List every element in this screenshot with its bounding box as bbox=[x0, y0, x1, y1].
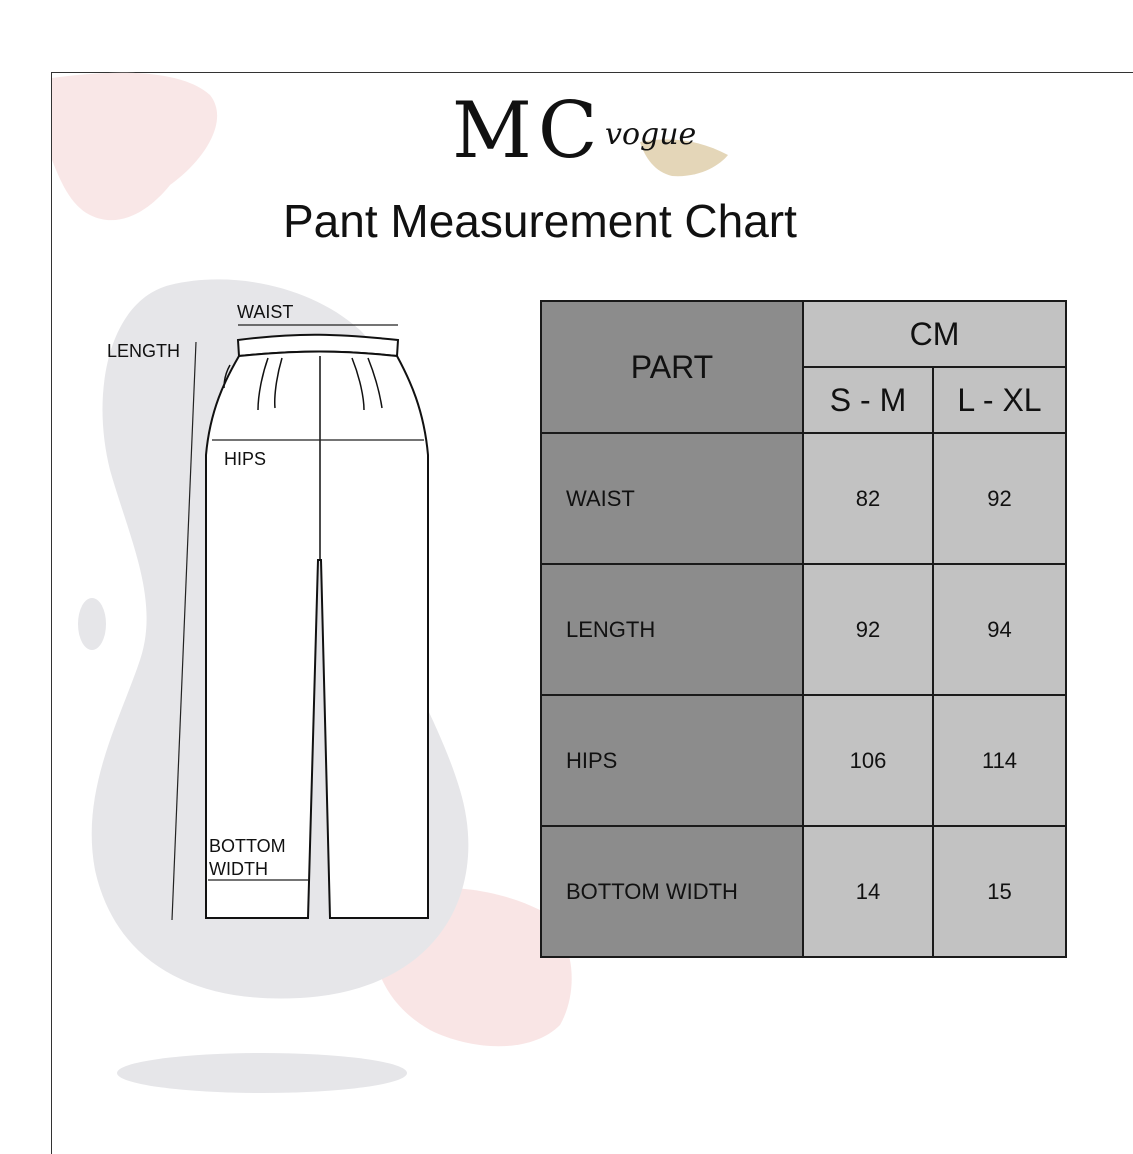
value-cell-lxl: 15 bbox=[933, 826, 1066, 957]
table-header-row bbox=[541, 301, 1066, 367]
bottom-width-label-1: BOTTOM bbox=[209, 836, 286, 856]
value-cell-lxl: 114 bbox=[933, 695, 1066, 826]
unit-header: CM bbox=[803, 301, 1066, 367]
size-header-sm: S - M bbox=[803, 367, 933, 433]
size-header-lxl: L - XL bbox=[933, 367, 1066, 433]
part-header: PART bbox=[541, 301, 803, 433]
table-row bbox=[541, 695, 1066, 826]
shadow-ellipse bbox=[117, 1053, 407, 1093]
part-cell: BOTTOM WIDTH bbox=[541, 826, 803, 957]
hips-label: HIPS bbox=[224, 449, 267, 469]
waist-label: WAIST bbox=[237, 302, 294, 322]
table-row bbox=[541, 826, 1066, 957]
table-row bbox=[541, 433, 1066, 564]
measurement-table bbox=[540, 300, 1067, 958]
part-cell: WAIST bbox=[541, 433, 803, 564]
table-row bbox=[541, 564, 1066, 695]
value-cell-sm: 82 bbox=[803, 433, 933, 564]
value-cell-lxl: 92 bbox=[933, 433, 1066, 564]
value-cell-sm: 14 bbox=[803, 826, 933, 957]
grey-drop bbox=[78, 598, 106, 650]
length-label: LENGTH bbox=[107, 341, 181, 361]
brand-logo-mc: MC bbox=[452, 86, 604, 176]
value-cell-sm: 106 bbox=[803, 695, 933, 826]
bottom-width-label-2: WIDTH bbox=[209, 859, 268, 879]
page-title: Pant Measurement Chart bbox=[283, 195, 797, 247]
pink-splash-top bbox=[52, 73, 217, 220]
brand-logo-vogue: vogue bbox=[605, 117, 697, 152]
part-cell: HIPS bbox=[541, 695, 803, 826]
part-cell: LENGTH bbox=[541, 564, 803, 695]
value-cell-sm: 92 bbox=[803, 564, 933, 695]
value-cell-lxl: 94 bbox=[933, 564, 1066, 695]
